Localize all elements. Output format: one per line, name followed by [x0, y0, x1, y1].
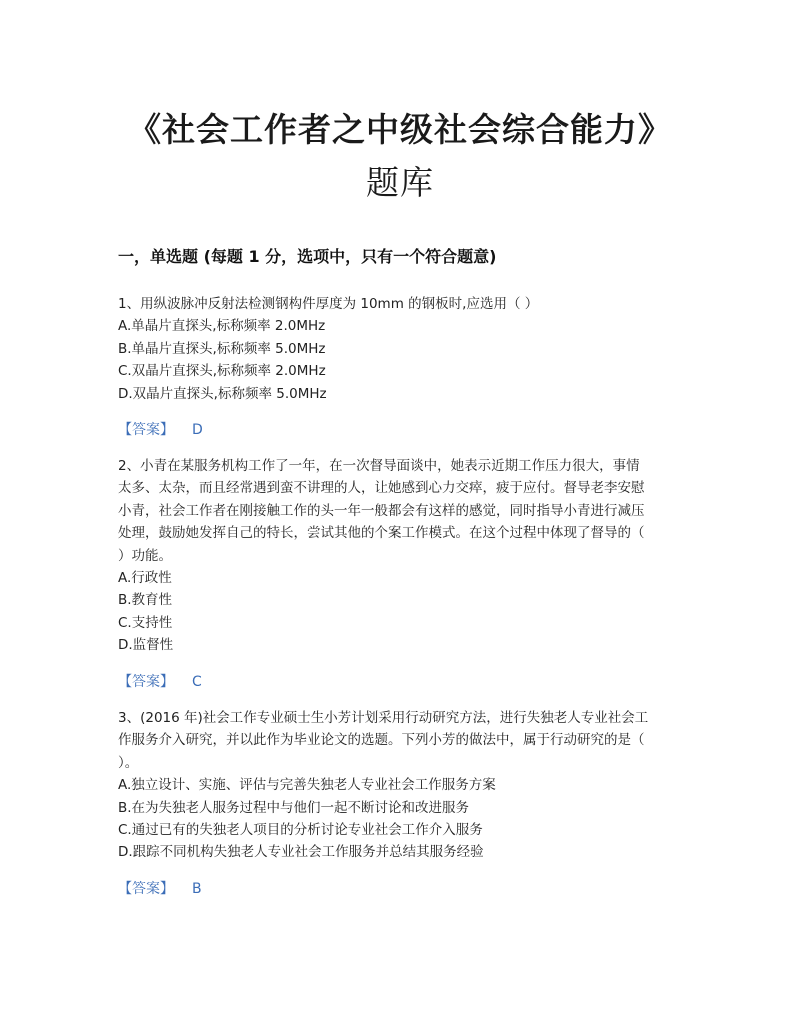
question-stem-line: 小青，社会工作者在刚接触工作的头一年一般都会有这样的感觉，同时指导小青进行减压 [118, 502, 645, 519]
question-stem-line: 3、(2016 年)社会工作专业硕士生小芳计划采用行动研究方法，进行失独老人专业社会工 [118, 710, 649, 726]
option-c: C.支持性 [118, 614, 173, 631]
option-c: C.通过已有的失独老人项目的分析讨论专业社会工作介入服务 [118, 822, 483, 839]
option-c: C.双晶片直探头,标称频率 2.0MHz [118, 363, 326, 380]
option-b: B.教育性 [118, 592, 173, 609]
question-stem-line: ）。 [118, 754, 139, 771]
answer-value: B [192, 881, 202, 897]
section-heading: 一，单选题 (每题 1 分，选项中，只有一个符合题意) [118, 247, 497, 266]
option-d: D.双晶片直探头,标称频率 5.0MHz [118, 385, 327, 402]
answer-value: C [192, 674, 202, 690]
answer-label: 【答案】 [118, 674, 174, 690]
option-a: A.行政性 [118, 570, 172, 587]
option-a: A.单晶片直探头,标称频率 2.0MHz [118, 318, 326, 335]
option-d: D.监督性 [118, 637, 174, 654]
document-subtitle: 题库 [366, 163, 434, 202]
option-d: D.跟踪不同机构失独老人专业社会工作服务并总结其服务经验 [118, 844, 484, 861]
question-2 [118, 455, 688, 657]
answer-label: 【答案】 [118, 881, 174, 897]
option-b: B.单晶片直探头,标称频率 5.0MHz [118, 340, 326, 357]
question-stem-line: 作服务介入研究，并以此作为毕业论文的选题。下列小芳的做法中，属于行动研究的是（ [118, 732, 645, 749]
question-1 [118, 293, 688, 405]
answer-value: D [192, 422, 203, 438]
option-a: A.独立设计、实施、评估与完善失独老人专业社会工作服务方案 [118, 777, 496, 794]
answer-2 [118, 671, 202, 693]
question-stem-line: ）功能。 [118, 547, 172, 564]
option-b: B.在为失独老人服务过程中与他们一起不断讨论和改进服务 [118, 799, 470, 816]
answer-label: 【答案】 [118, 422, 174, 438]
answer-3 [118, 878, 202, 900]
answer-1 [118, 419, 203, 441]
question-stem-line: 2、小青在某服务机构工作了一年，在一次督导面谈中，她表示近期工作压力很大，事情 [118, 458, 640, 474]
question-stem: 1、用纵波脉冲反射法检测钢构件厚度为 10mm 的钢板时,应选用（ ） [118, 296, 539, 312]
question-stem-line: 处理，鼓励她发挥自己的特长，尝试其他的个案工作模式。在这个过程中体现了督导的（ [118, 525, 645, 542]
document-title: 《社会工作者之中级社会综合能力》 [128, 110, 672, 149]
question-stem-line: 太多、太杂，而且经常遇到蛮不讲理的人，让她感到心力交瘁，疲于应付。督导老李安慰 [118, 480, 645, 497]
question-3 [118, 707, 688, 864]
